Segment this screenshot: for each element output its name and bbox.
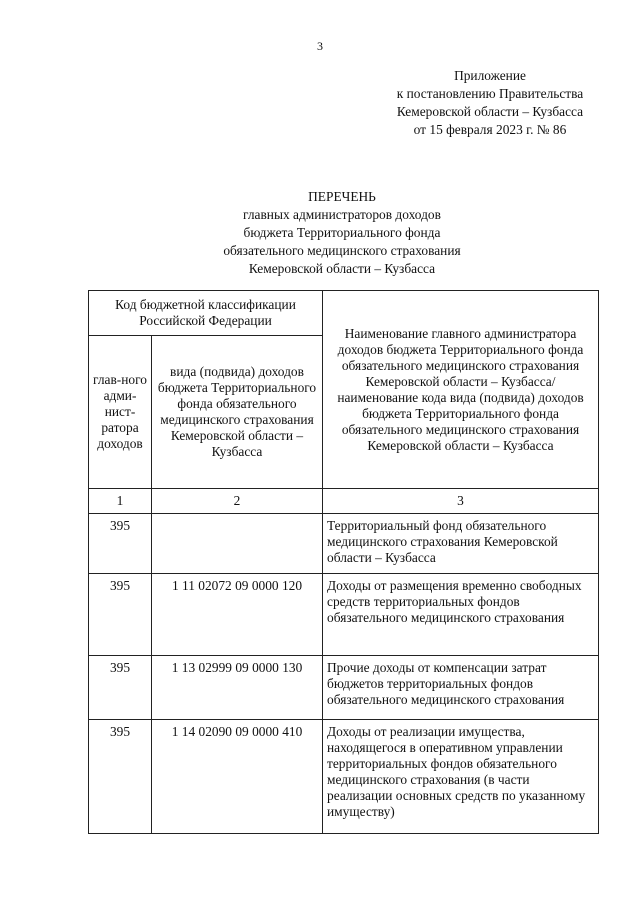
column-number: 1 bbox=[89, 489, 152, 514]
revenue-code: 1 11 02072 09 0000 120 bbox=[152, 574, 323, 656]
table-row bbox=[89, 656, 599, 720]
header-col3: Наименование главного администратора доходов бюджета Территориального фонда обязательного медицинского страхования Кемеровской области – Кузбасса/наименование кода вида (подвида) доходов бюджета Территориального фонда обязательного медицинского страхования Кемеровской области – Кузбасса bbox=[323, 291, 599, 489]
heading-line: главных администраторов доходов bbox=[243, 207, 441, 222]
column-number: 2 bbox=[152, 489, 323, 514]
heading-title: ПЕРЕЧЕНЬ bbox=[308, 189, 376, 204]
appendix-line: к постановлению Правительства bbox=[396, 86, 584, 101]
appendix-block bbox=[360, 67, 620, 139]
heading-line: бюджета Территориального фонда bbox=[243, 225, 441, 240]
heading-line: Кемеровской области – Кузбасса bbox=[248, 261, 436, 276]
row-name: Прочие доходы от компенсации затрат бюджетов территориальных фондов обязательного медицинского страхования bbox=[323, 656, 599, 720]
appendix-line: Кемеровской области – Кузбасса bbox=[396, 104, 584, 119]
revenue-code: 1 14 02090 09 0000 410 bbox=[152, 720, 323, 834]
document-heading bbox=[92, 188, 592, 278]
admin-code: 395 bbox=[89, 720, 152, 834]
heading-line: обязательного медицинского страхования bbox=[223, 243, 461, 258]
admin-code: 395 bbox=[89, 574, 152, 656]
appendix-line: Приложение bbox=[454, 68, 526, 83]
appendix-line: от 15 февраля 2023 г. № 86 bbox=[413, 122, 567, 137]
revenue-administrators-table bbox=[88, 290, 599, 834]
row-name: Территориальный фонд обязательного медицинского страхования Кемеровской области – Кузбасса bbox=[323, 514, 599, 574]
revenue-code: 1 13 02999 09 0000 130 bbox=[152, 656, 323, 720]
row-name: Доходы от размещения временно свободных средств территориальных фондов обязательного медицинского страхования bbox=[323, 574, 599, 656]
header-col1: глав-ного адми-нист-ратора доходов bbox=[89, 336, 152, 489]
table-row bbox=[89, 574, 599, 656]
header-col2: вида (подвида) доходов бюджета Территориального фонда обязательного медицинского страхования Кемеровской области – Кузбасса bbox=[152, 336, 323, 489]
table-row bbox=[89, 514, 599, 574]
header-classification-group: Код бюджетной классификации Российской Федерации bbox=[89, 291, 323, 336]
admin-code: 395 bbox=[89, 656, 152, 720]
revenue-code bbox=[152, 514, 323, 574]
table-row bbox=[89, 720, 599, 834]
admin-code: 395 bbox=[89, 514, 152, 574]
row-name: Доходы от реализации имущества, находящегося в оперативном управлении территориальных фондов обязательного медицинского страхования (в части реализации основных средств по указанному имуществу) bbox=[323, 720, 599, 834]
column-number: 3 bbox=[323, 489, 599, 514]
page-number: 3 bbox=[317, 39, 323, 53]
